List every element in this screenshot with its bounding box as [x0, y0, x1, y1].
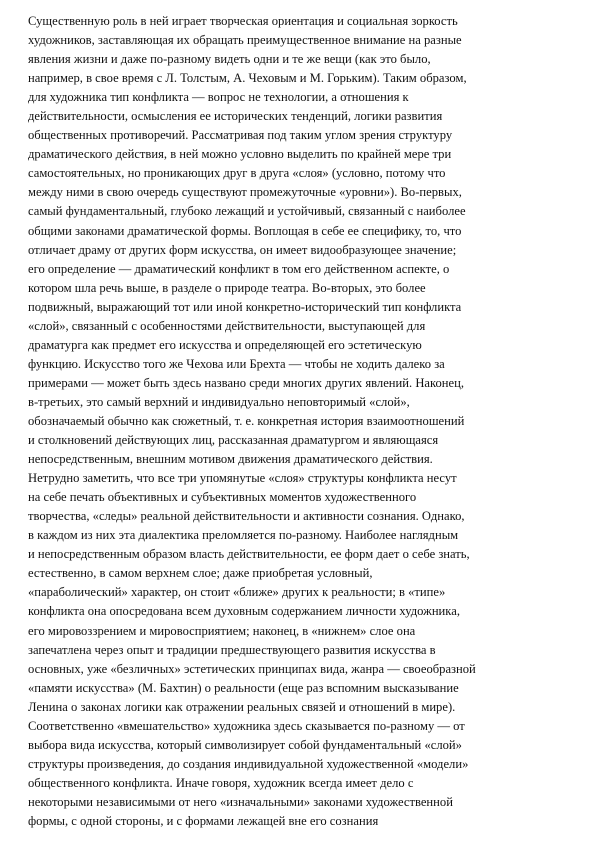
text-line: структуры произведения, до создания индивидуальной художественной «модели» [28, 756, 469, 771]
text-line: запечатлена через опыт и традиции предшествующего развития искусства в [28, 642, 436, 657]
text-line: «слой», связанный с особенностями действительности, выступающей для [28, 318, 426, 333]
text-line: общими законами драматической формы. Воплощая в себе ее специфику, то, что [28, 223, 462, 238]
text-line: например, в свое время с Л. Толстым, А. Чеховым и М. Горьким). Таким образом, [28, 71, 467, 86]
text-line: «параболический» характер, он стоит «ближе» других к реальности; в «типе» [28, 585, 446, 600]
text-line: функцию. Искусство того же Чехова или Брехта — чтобы не ходить далеко за [28, 356, 445, 371]
text-line: между ними в свою очередь существуют промежуточные «уровни»). Во-первых, [28, 185, 462, 200]
text-line: для художника тип конфликта — вопрос не технологии, а отношения к [28, 90, 409, 105]
text-line: формы, с одной стороны, и с формами лежащей вне его сознания [28, 813, 379, 828]
body-text [28, 12, 573, 831]
text-line: отличает драму от других форм искусства, он имеет видообразующее значение; [28, 242, 457, 257]
text-line: естественно, в самом верхнем слое; даже приобретая условный, [28, 566, 373, 581]
text-line: некоторыми независимыми от него «изначальными» законами художественной [28, 794, 453, 809]
text-line: его мировоззрением и мировосприятием; наконец, в «нижнем» слое она [28, 623, 416, 638]
text-line: драматурга как предмет его искусства и определяющей его эстетическую [28, 337, 422, 352]
text-line: непосредственным, внешним мотивом движения драматического действия. [28, 452, 433, 467]
text-line: художников, заставляющая их обращать преимущественное внимание на разные [28, 33, 462, 48]
text-line: основных, уже «безличных» эстетических принципах вида, жанра — своеобразной [28, 661, 476, 676]
text-line: явления жизни и даже по-разному видеть одни и те же вещи (как это было, [28, 52, 431, 67]
text-line: самый фундаментальный, глубоко лежащий и устойчивый, связанный с наиболее [28, 204, 466, 219]
text-line: и столкновений действующих лиц, рассказанная драматургом и являющаяся [28, 433, 439, 448]
text-line: подвижный, выражающий тот или иной конкретно-исторический тип конфликта [28, 299, 462, 314]
text-line: Ленина о законах логики как отражении реальных связей и отношений в мире). [28, 699, 456, 714]
text-line: в каждом из них эта диалектика преломляется по-разному. Наиболее наглядным [28, 528, 459, 543]
text-line: Нетрудно заметить, что все три упомянутые «слоя» структуры конфликта несут [28, 471, 457, 486]
text-line: «памяти искусства» (М. Бахтин) о реальности (еще раз вспомним высказывание [28, 680, 459, 695]
text-line: действительности, осмысления ее исторических тенденций, логики развития [28, 109, 443, 124]
text-line: Существенную роль в ней играет творческая ориентация и социальная зоркость [28, 14, 458, 28]
text-line: котором шла речь выше, в разделе о природе театра. Во-вторых, это более [28, 280, 426, 295]
text-line: конфликта она опосредована всем духовным содержанием личности художника, [28, 604, 460, 619]
text-line: на себе печать объективных и субъективных моментов художественного [28, 490, 417, 505]
text-line: творчества, «следы» реальной действительности и активности сознания. Однако, [28, 509, 465, 524]
text-line: выбора вида искусства, который символизирует собой фундаментальный «слой» [28, 737, 462, 752]
text-line: и непосредственным образом власть действительности, ее форм дает о себе знать, [28, 547, 470, 562]
text-line: Соответственно «вмешательство» художника здесь сказывается по-разному — от [28, 718, 465, 733]
text-line: драматического действия, в ней можно условно выделить по крайней мере три [28, 147, 452, 162]
text-line: самостоятельных, но проникающих друг в друга «слоя» (условно, потому что [28, 166, 446, 181]
text-line: общественного конфликта. Иначе говоря, художник всегда имеет дело с [28, 775, 414, 790]
text-line: его определение — драматический конфликт в том его действенном аспекте, о [28, 261, 450, 276]
text-line: обозначаемый обычно как сюжетный, т. е. конкретная история взаимоотношений [28, 413, 465, 428]
text-line: общественных противоречий. Рассматривая под таким углом зрения структуру [28, 128, 453, 143]
text-line: примерами — может быть здесь названо среди многих других явлений. Наконец, [28, 375, 465, 390]
text-line: в-третьих, это самый верхний и индивидуально неповторимый «слой», [28, 394, 410, 409]
